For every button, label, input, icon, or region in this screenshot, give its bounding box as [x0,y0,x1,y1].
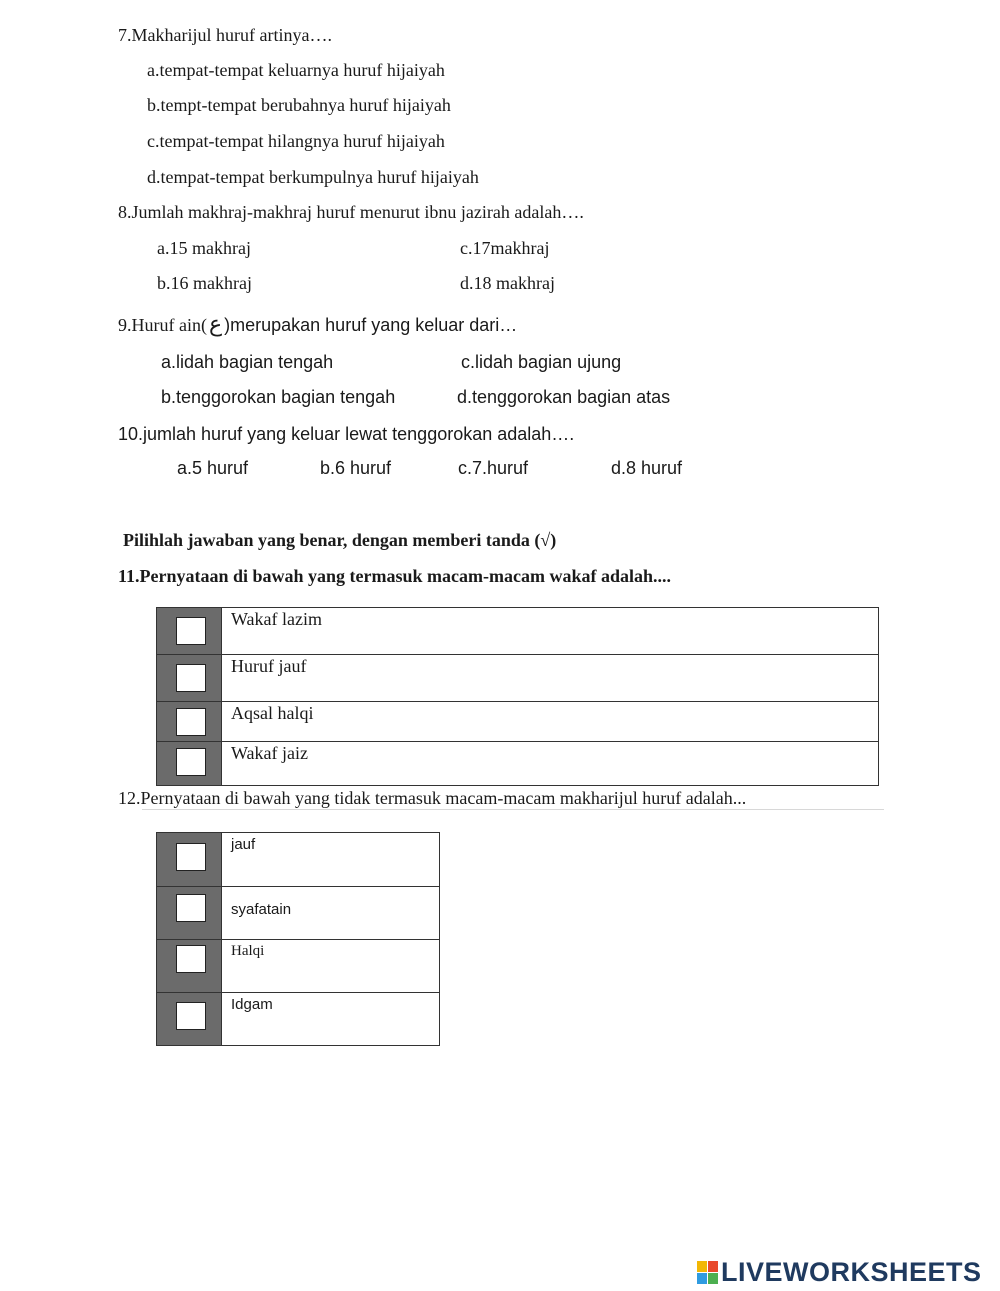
q11-checkbox-cell [157,742,222,785]
q11-question: 11.Pernyataan di bawah yang termasuk macam-macam wakaf adalah.... [118,566,672,586]
q11-row [157,741,878,785]
logo-blocks-icon [697,1261,718,1284]
q7-question: 7.Makharijul huruf artinya…. [118,25,332,45]
q12-option-3: Halqi [231,943,265,959]
q9-option-d: d.tenggorokan bagian atas [457,387,671,407]
q11-checkbox-cell [157,655,222,701]
q12-option-1: jauf [231,836,256,853]
q11-row [157,701,878,741]
q12-checkbox-cell [157,993,222,1045]
q12-checkbox-4[interactable] [176,1002,206,1030]
q10-question: 10.jumlah huruf yang keluar lewat tenggorokan adalah…. [118,424,575,444]
q11-checkbox-2[interactable] [176,664,206,692]
q10-option-b: b.6 huruf [320,458,392,478]
q11-checkbox-cell [157,608,222,654]
q12-row [157,939,439,992]
q8-option-a: a.15 makhraj [157,238,251,258]
divider-line [142,809,884,810]
q11-checkbox-4[interactable] [176,748,206,776]
q12-checkbox-3[interactable] [176,945,206,973]
q12-checkbox-cell [157,833,222,886]
q12-checkbox-cell [157,940,222,992]
q9-option-b: b.tenggorokan bagian tengah [161,387,396,407]
q11-option-2: Huruf jauf [231,656,307,676]
q8-question: 8.Jumlah makhraj-makhraj huruf menurut ibnu jazirah adalah…. [118,202,584,222]
q11-row [157,654,878,701]
q7-option-c: c.tempat-tempat hilangnya huruf hijaiyah [147,131,445,151]
q10-option-a: a.5 huruf [177,458,249,478]
q8-option-d: d.18 makhraj [460,273,555,293]
q12-row [157,886,439,939]
q12-row [157,992,439,1045]
q7-option-a: a.tempat-tempat keluarnya huruf hijaiyah [147,60,445,80]
q12-question: 12.Pernyataan di bawah yang tidak termasuk macam-macam makharijul huruf adalah... [118,788,747,808]
q11-option-3: Aqsal halqi [231,703,314,723]
q12-answer-table [156,832,440,1046]
q9-option-a: a.lidah bagian tengah [161,352,334,372]
q12-checkbox-2[interactable] [176,894,206,922]
q11-answer-table [156,607,879,786]
q11-checkbox-1[interactable] [176,617,206,645]
logo-text: LIVEWORKSHEETS [721,1257,982,1287]
q10-option-c: c.7.huruf [458,458,529,478]
q11-option-4: Wakaf jaiz [231,743,309,763]
q8-option-b: b.16 makhraj [157,273,252,293]
q10-option-d: d.8 huruf [611,458,683,478]
q12-checkbox-1[interactable] [176,843,206,871]
q7-option-b: b.tempt-tempat berubahnya huruf hijaiyah [147,95,451,115]
q9-question-prefix: 9.Huruf ain( [118,315,207,335]
q12-option-2: syafatain [231,901,292,918]
q7-option-d: d.tempat-tempat berkumpulnya huruf hijaiyah [147,167,479,187]
q11-option-1: Wakaf lazim [231,609,323,629]
q12-checkbox-cell [157,887,222,939]
q11-checkbox-3[interactable] [176,708,206,736]
q9-arabic-letter: ع [208,312,223,337]
q11-row [157,608,878,654]
q9-question-suffix: )merupakan huruf yang keluar dari… [224,315,518,335]
section-instruction: Pilihlah jawaban yang benar, dengan memberi tanda (√) [123,530,557,550]
q8-option-c: c.17makhraj [460,238,550,258]
q9-question [118,312,517,337]
q11-checkbox-cell [157,702,222,741]
q12-row [157,833,439,886]
liveworksheets-logo [697,1257,982,1288]
q12-option-4: Idgam [231,996,273,1013]
q9-option-c: c.lidah bagian ujung [461,352,622,372]
